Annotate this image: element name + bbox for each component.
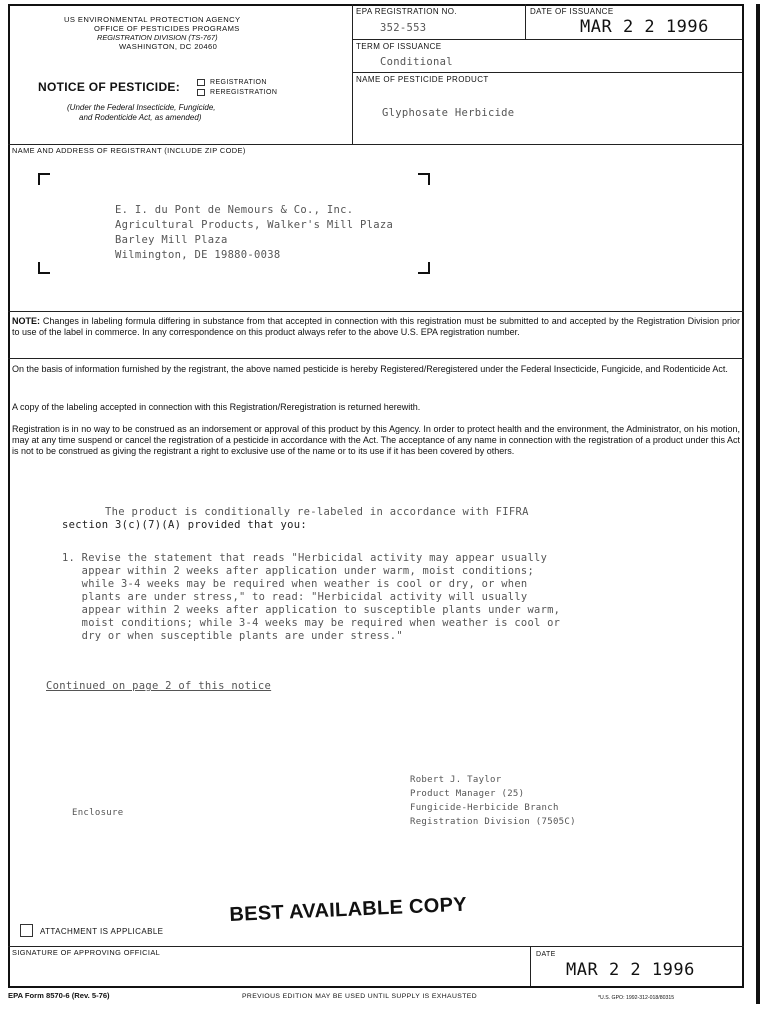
signer-line-2: Product Manager (25) <box>410 789 525 799</box>
date-cell-divider <box>530 946 531 986</box>
registrant-top-rule <box>8 144 744 145</box>
signer-line-3: Fungicide-Herbicide Branch <box>410 803 559 813</box>
epa-reg-no-label: EPA REGISTRATION NO. <box>356 7 458 16</box>
agency-line-3: REGISTRATION DIVISION (TS-767) <box>97 33 218 42</box>
date-issuance-stamp: MAR 2 2 1996 <box>580 17 709 37</box>
attachment-label: ATTACHMENT IS APPLICABLE <box>40 927 164 936</box>
note-paragraph <box>12 316 740 338</box>
term-of-issuance-label: TERM OF ISSUANCE <box>356 42 442 51</box>
typed-item-line-2: appear within 2 weeks after application under warm, moist conditions; <box>62 565 535 577</box>
note-text: Changes in labeling formula differing in substance from that accepted in connection with this registration must be submitted to and accepted by the Registration Division prior to use of the label in commerce. In any correspondence on this product always refer to the above U.S. EPA registration number. <box>12 316 740 338</box>
best-available-copy-stamp: BEST AVAILABLE COPY <box>229 893 468 926</box>
continued-note: Continued on page 2 of this notice <box>46 680 272 692</box>
typed-item-line-7: dry or when susceptible plants are under stress." <box>62 630 403 642</box>
terms-paragraph-3: Registration is in no way to be construed as an indorsement or approval of this product by this Agency. In order to protect health and the environment, the Administrator, on his motion, may at any time suspend or cancel the registration of a pesticide in accordance with the Act. The acceptance of any name in connection with the registration of a product under this Act is not to be construed as giving the registrant a right to exclusive use of the name or to its use if it has been covered by others. <box>12 424 740 457</box>
form-id: EPA Form 8570-6 (Rev. 5-76) <box>8 991 110 1000</box>
typed-item-line-4: plants are under stress," to read: "Herbicidal activity will usually <box>62 591 528 603</box>
registration-checkbox[interactable] <box>197 79 205 86</box>
address-corner-tl <box>38 173 50 185</box>
signer-line-4: Registration Division (7505C) <box>410 817 576 827</box>
enclosure-label: Enclosure <box>72 808 124 818</box>
note-top-rule <box>8 311 744 312</box>
reregistration-checkbox[interactable] <box>197 89 205 96</box>
scan-edge-bar <box>756 4 760 1004</box>
address-corner-tr <box>418 173 430 185</box>
notice-title: NOTICE OF PESTICIDE: <box>38 80 181 94</box>
reg-row-rule <box>352 39 742 40</box>
registrant-line-4: Wilmington, DE 19880-0038 <box>115 249 281 261</box>
typed-intro-line-1: The product is conditionally re-labeled in accordance with FIFRA <box>105 506 529 518</box>
date-issuance-label: DATE OF ISSUANCE <box>530 7 614 16</box>
typed-item-line-6: moist conditions; while 3-4 weeks may be required when weather is cool or <box>62 617 561 629</box>
address-corner-bl <box>38 262 50 274</box>
registrant-line-3: Barley Mill Plaza <box>115 234 228 246</box>
agency-line-2: OFFICE OF PESTICIDES PROGRAMS <box>94 24 240 33</box>
note-label: NOTE: <box>12 316 40 326</box>
registrant-label: NAME AND ADDRESS OF REGISTRANT (INCLUDE ZIP CODE) <box>12 146 246 155</box>
product-name-label: NAME OF PESTICIDE PRODUCT <box>356 75 489 84</box>
registrant-line-1: E. I. du Pont de Nemours & Co., Inc. <box>115 204 354 216</box>
agency-line-1: US ENVIRONMENTAL PROTECTION AGENCY <box>64 15 241 24</box>
act-note-line-2: and Rodenticide Act, as amended) <box>79 113 202 122</box>
terms-paragraph-2: A copy of the labeling accepted in connection with this Registration/Reregistration is returned herewith. <box>12 402 421 412</box>
typed-item-line-1: 1. Revise the statement that reads "Herbicidal activity may appear usually <box>62 552 548 564</box>
terms-paragraph-1: On the basis of information furnished by the registrant, the above named pesticide is hereby Registered/Reregistered under the Federal Insecticide, Fungicide, and Rodenticide Act. <box>12 364 728 374</box>
registrant-line-2: Agricultural Products, Walker's Mill Plaza <box>115 219 394 231</box>
typed-item-line-5: appear within 2 weeks after application to susceptible plants under warm, <box>62 604 561 616</box>
footer-date-stamp: MAR 2 2 1996 <box>566 960 695 980</box>
typed-intro-line-2: section 3(c)(7)(A) provided that you: <box>62 519 307 531</box>
agency-line-4: WASHINGTON, DC 20460 <box>119 42 218 51</box>
reg-date-divider <box>525 4 526 39</box>
address-corner-br <box>418 262 430 274</box>
gpo-code: *U.S. GPO: 1992-312-018/80315 <box>598 995 675 1001</box>
signature-label: SIGNATURE OF APPROVING OFFICIAL <box>12 948 161 957</box>
term-row-rule <box>352 72 742 73</box>
header-divider <box>352 4 353 144</box>
product-name-value: Glyphosate Herbicide <box>382 107 515 119</box>
act-note-line-1: (Under the Federal Insecticide, Fungicide, <box>67 103 216 112</box>
signer-line-1: Robert J. Taylor <box>410 775 502 785</box>
footer-date-label: DATE <box>536 951 556 958</box>
registration-option-label: REGISTRATION <box>210 79 267 86</box>
previous-edition-note: PREVIOUS EDITION MAY BE USED UNTIL SUPPLY IS EXHAUSTED <box>242 993 477 1000</box>
term-of-issuance-value: Conditional <box>380 56 453 68</box>
reregistration-option-label: REREGISTRATION <box>210 89 278 96</box>
epa-reg-no-value: 352-553 <box>380 22 427 34</box>
typed-item-line-3: while 3-4 weeks may be required when weather is cool or dry, or when <box>62 578 528 590</box>
attachment-checkbox[interactable] <box>20 924 33 937</box>
signature-top-rule <box>8 946 744 947</box>
note-bottom-rule <box>8 358 744 359</box>
